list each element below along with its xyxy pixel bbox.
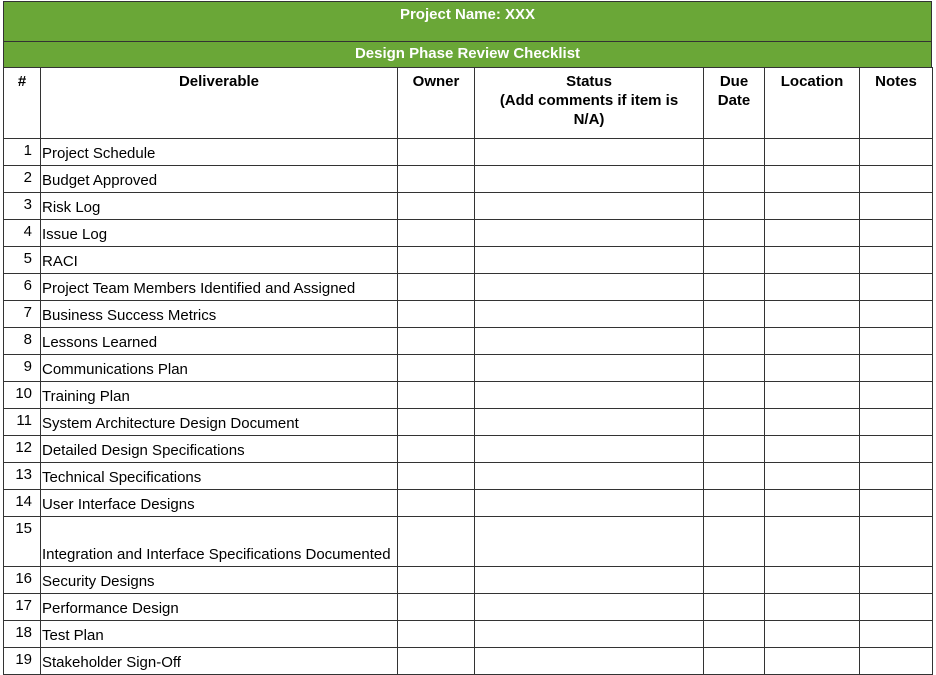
notes-cell[interactable]: [860, 648, 933, 675]
owner-cell[interactable]: [398, 301, 475, 328]
deliverable-cell: RACI: [41, 247, 398, 274]
deliverable-cell: Security Designs: [41, 567, 398, 594]
row-number: 4: [4, 220, 41, 247]
notes-cell[interactable]: [860, 328, 933, 355]
notes-cell[interactable]: [860, 463, 933, 490]
row-number: 6: [4, 274, 41, 301]
owner-cell[interactable]: [398, 409, 475, 436]
row-number: 9: [4, 355, 41, 382]
location-cell[interactable]: [765, 409, 860, 436]
table-row: [4, 621, 933, 648]
deliverable-cell: Performance Design: [41, 594, 398, 621]
due-date-cell[interactable]: [704, 490, 765, 517]
due-date-cell[interactable]: [704, 220, 765, 247]
owner-cell[interactable]: [398, 274, 475, 301]
location-cell[interactable]: [765, 220, 860, 247]
table-row: [4, 436, 933, 463]
location-cell[interactable]: [765, 247, 860, 274]
notes-cell[interactable]: [860, 594, 933, 621]
row-number: 12: [4, 436, 41, 463]
notes-cell[interactable]: [860, 139, 933, 166]
owner-cell[interactable]: [398, 621, 475, 648]
table-row: [4, 166, 933, 193]
owner-cell[interactable]: [398, 436, 475, 463]
row-number: 3: [4, 193, 41, 220]
owner-cell[interactable]: [398, 648, 475, 675]
owner-cell[interactable]: [398, 139, 475, 166]
row-number: 8: [4, 328, 41, 355]
owner-cell[interactable]: [398, 567, 475, 594]
notes-cell[interactable]: [860, 247, 933, 274]
table-row: [4, 274, 933, 301]
table-row: [4, 139, 933, 166]
checklist-sheet: [3, 1, 932, 675]
owner-cell[interactable]: [398, 382, 475, 409]
deliverable-cell: Risk Log: [41, 193, 398, 220]
row-number: 16: [4, 567, 41, 594]
location-cell[interactable]: [765, 567, 860, 594]
location-cell[interactable]: [765, 166, 860, 193]
due-date-cell[interactable]: [704, 301, 765, 328]
due-date-cell[interactable]: [704, 247, 765, 274]
owner-cell[interactable]: [398, 220, 475, 247]
location-cell[interactable]: [765, 355, 860, 382]
due-date-cell[interactable]: [704, 567, 765, 594]
location-cell[interactable]: [765, 274, 860, 301]
notes-cell[interactable]: [860, 567, 933, 594]
notes-cell[interactable]: [860, 517, 933, 567]
location-cell[interactable]: [765, 517, 860, 567]
due-date-cell[interactable]: [704, 139, 765, 166]
status-cell[interactable]: [475, 594, 704, 621]
row-number: 5: [4, 247, 41, 274]
row-number: 10: [4, 382, 41, 409]
column-header-deliverable: Deliverable: [41, 68, 398, 139]
owner-cell[interactable]: [398, 490, 475, 517]
notes-cell[interactable]: [860, 166, 933, 193]
status-cell[interactable]: [475, 139, 704, 166]
row-number: 15: [4, 517, 41, 567]
due-date-cell[interactable]: [704, 594, 765, 621]
table-row: [4, 220, 933, 247]
column-header-due-date: Due Date: [704, 68, 765, 139]
table-row: [4, 355, 933, 382]
deliverable-cell: Detailed Design Specifications: [41, 436, 398, 463]
row-number: 1: [4, 139, 41, 166]
location-cell[interactable]: [765, 621, 860, 648]
owner-cell[interactable]: [398, 463, 475, 490]
row-number: 17: [4, 594, 41, 621]
location-cell[interactable]: [765, 594, 860, 621]
due-date-cell[interactable]: [704, 463, 765, 490]
due-date-cell[interactable]: [704, 517, 765, 567]
due-date-cell[interactable]: [704, 166, 765, 193]
status-cell[interactable]: [475, 301, 704, 328]
notes-cell[interactable]: [860, 382, 933, 409]
deliverable-cell: Technical Specifications: [41, 463, 398, 490]
deliverable-cell: Communications Plan: [41, 355, 398, 382]
status-cell[interactable]: [475, 648, 704, 675]
status-cell[interactable]: [475, 463, 704, 490]
column-header-notes: Notes: [860, 68, 933, 139]
row-number: 19: [4, 648, 41, 675]
location-cell[interactable]: [765, 139, 860, 166]
deliverable-cell: Budget Approved: [41, 166, 398, 193]
column-header-status: Status (Add comments if item is N/A): [475, 68, 704, 139]
due-date-cell[interactable]: [704, 274, 765, 301]
status-cell[interactable]: [475, 436, 704, 463]
table-row: [4, 409, 933, 436]
notes-cell[interactable]: [860, 490, 933, 517]
row-number: 18: [4, 621, 41, 648]
deliverable-cell: Project Team Members Identified and Assigned: [41, 274, 398, 301]
due-date-cell[interactable]: [704, 193, 765, 220]
table-row: [4, 382, 933, 409]
table-row: [4, 193, 933, 220]
due-date-cell[interactable]: [704, 328, 765, 355]
owner-cell[interactable]: [398, 193, 475, 220]
table-row: [4, 648, 933, 675]
status-cell[interactable]: [475, 247, 704, 274]
column-header-location: Location: [765, 68, 860, 139]
row-number: 7: [4, 301, 41, 328]
owner-cell[interactable]: [398, 355, 475, 382]
table-row: [4, 567, 933, 594]
location-cell[interactable]: [765, 193, 860, 220]
column-header-owner: Owner: [398, 68, 475, 139]
location-cell[interactable]: [765, 648, 860, 675]
deliverable-cell: Business Success Metrics: [41, 301, 398, 328]
deliverable-cell: Integration and Interface Specifications Documented: [41, 517, 398, 567]
status-cell[interactable]: [475, 621, 704, 648]
status-cell[interactable]: [475, 567, 704, 594]
header-row: [4, 68, 933, 139]
notes-cell[interactable]: [860, 193, 933, 220]
owner-cell[interactable]: [398, 517, 475, 567]
project-name-banner: Project Name: XXX: [3, 1, 932, 41]
status-cell[interactable]: [475, 382, 704, 409]
table-row: [4, 517, 933, 567]
owner-cell[interactable]: [398, 594, 475, 621]
due-date-cell[interactable]: [704, 648, 765, 675]
location-cell[interactable]: [765, 490, 860, 517]
notes-cell[interactable]: [860, 621, 933, 648]
location-cell[interactable]: [765, 382, 860, 409]
due-date-cell[interactable]: [704, 409, 765, 436]
status-cell[interactable]: [475, 490, 704, 517]
notes-cell[interactable]: [860, 274, 933, 301]
deliverable-cell: User Interface Designs: [41, 490, 398, 517]
due-date-cell[interactable]: [704, 382, 765, 409]
table-row: [4, 594, 933, 621]
notes-cell[interactable]: [860, 409, 933, 436]
owner-cell[interactable]: [398, 247, 475, 274]
status-cell[interactable]: [475, 409, 704, 436]
checklist-table: [3, 67, 933, 675]
status-cell[interactable]: [475, 193, 704, 220]
due-date-cell[interactable]: [704, 436, 765, 463]
due-date-cell[interactable]: [704, 621, 765, 648]
location-cell[interactable]: [765, 436, 860, 463]
checklist-title-banner: Design Phase Review Checklist: [3, 41, 932, 67]
status-cell[interactable]: [475, 166, 704, 193]
deliverable-cell: Lessons Learned: [41, 328, 398, 355]
due-date-cell[interactable]: [704, 355, 765, 382]
table-row: [4, 328, 933, 355]
location-cell[interactable]: [765, 328, 860, 355]
status-cell[interactable]: [475, 220, 704, 247]
notes-cell[interactable]: [860, 220, 933, 247]
owner-cell[interactable]: [398, 166, 475, 193]
notes-cell[interactable]: [860, 355, 933, 382]
table-row: [4, 301, 933, 328]
row-number: 13: [4, 463, 41, 490]
location-cell[interactable]: [765, 301, 860, 328]
row-number: 2: [4, 166, 41, 193]
deliverable-cell: System Architecture Design Document: [41, 409, 398, 436]
location-cell[interactable]: [765, 463, 860, 490]
table-row: [4, 247, 933, 274]
row-number: 11: [4, 409, 41, 436]
column-header-number: #: [4, 68, 41, 139]
deliverable-cell: Issue Log: [41, 220, 398, 247]
status-cell[interactable]: [475, 355, 704, 382]
status-cell[interactable]: [475, 517, 704, 567]
deliverable-cell: Training Plan: [41, 382, 398, 409]
owner-cell[interactable]: [398, 328, 475, 355]
table-row: [4, 463, 933, 490]
deliverable-cell: Project Schedule: [41, 139, 398, 166]
notes-cell[interactable]: [860, 301, 933, 328]
status-cell[interactable]: [475, 328, 704, 355]
table-row: [4, 490, 933, 517]
notes-cell[interactable]: [860, 436, 933, 463]
deliverable-cell: Stakeholder Sign-Off: [41, 648, 398, 675]
status-cell[interactable]: [475, 274, 704, 301]
deliverable-cell: Test Plan: [41, 621, 398, 648]
row-number: 14: [4, 490, 41, 517]
